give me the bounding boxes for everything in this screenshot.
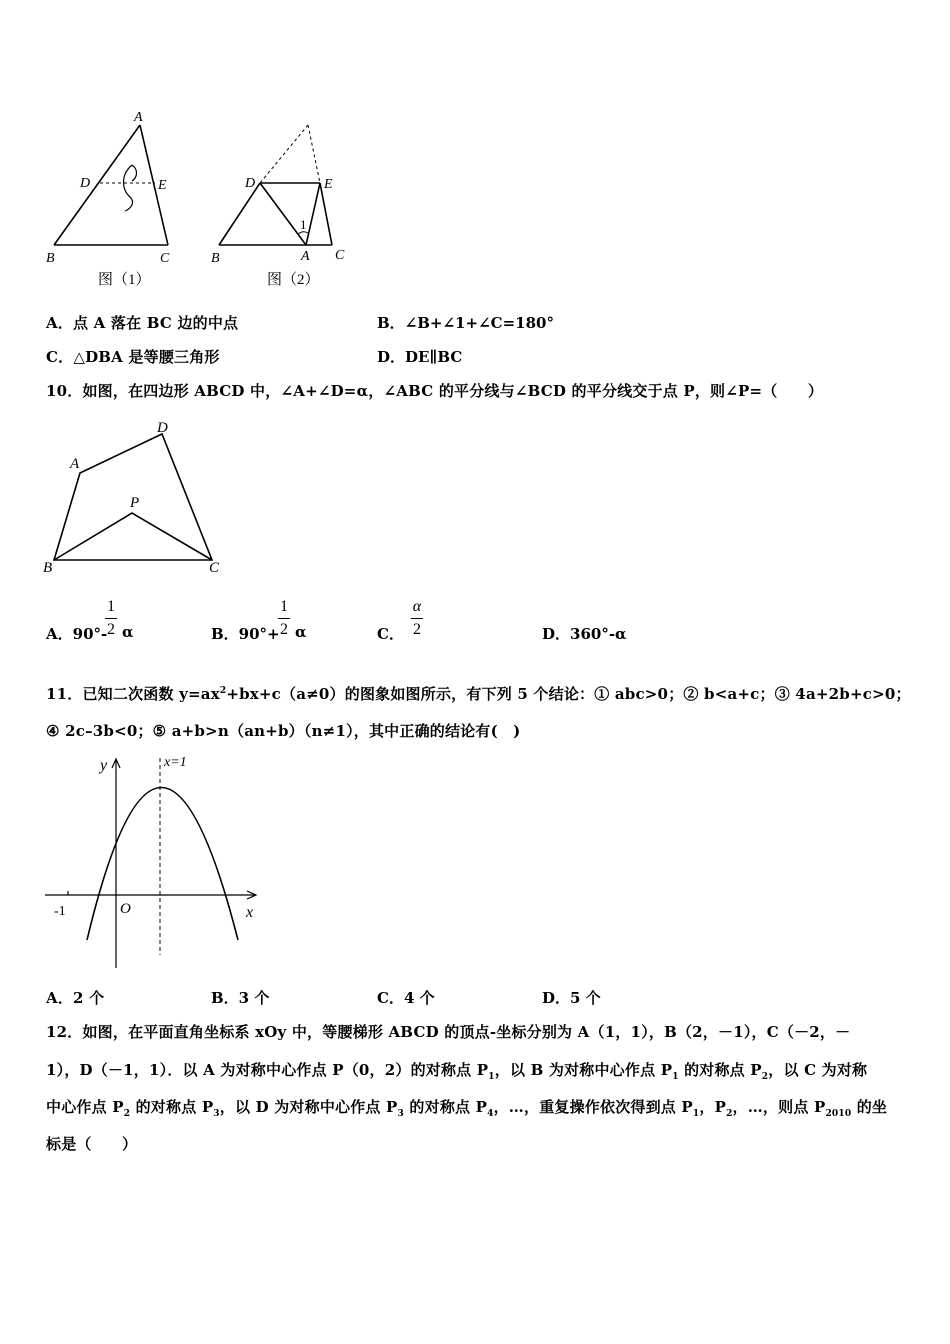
q12-line3-s7: 2010 xyxy=(825,1109,852,1119)
fig2-caption: 图（2） xyxy=(267,272,320,288)
q12-line3-a: 中心作点 P xyxy=(46,1098,124,1116)
q11-option-a[interactable]: A．2 个 xyxy=(46,989,105,1007)
fig1-label-E: E xyxy=(158,178,167,193)
q12-line3-c: ，以 D 为对称中心作点 P xyxy=(219,1098,398,1116)
q11-parabola-curve xyxy=(87,788,238,941)
fig1-label-A: A xyxy=(134,110,143,125)
q12-line2-s1: 1 xyxy=(488,1072,495,1082)
q10-option-b-den: 2 xyxy=(280,621,288,638)
fig2-label-C: C xyxy=(335,248,345,263)
q11-option-b[interactable]: B．3 个 xyxy=(211,989,270,1007)
q11-neg-one-label: -1 xyxy=(54,904,66,919)
q9-figure-2 xyxy=(205,115,355,290)
q11-stem-line1 xyxy=(46,683,911,704)
q11-origin-label: O xyxy=(120,901,131,917)
fig1-caption: 图（1） xyxy=(98,272,151,288)
q10-option-b-prefix: B．90°+ xyxy=(211,625,280,643)
q10-option-a-bar xyxy=(105,618,117,619)
q12-line3-f: ，P xyxy=(699,1098,727,1116)
q11-parabola-graph xyxy=(40,750,270,975)
fig2-label-B: B xyxy=(211,251,220,266)
q12-line3-d: 的对称点 P xyxy=(404,1098,488,1116)
q11-option-d[interactable]: D．5 个 xyxy=(542,989,601,1007)
q12-line3-s2: 3 xyxy=(213,1109,220,1119)
fig2-label-D: D xyxy=(245,176,256,191)
q12-line3-s1: 2 xyxy=(123,1109,131,1119)
q10-option-c-bar xyxy=(411,618,423,619)
q10-option-c-prefix: C． xyxy=(377,625,404,643)
q11-option-c[interactable]: C．4 个 xyxy=(377,989,435,1007)
fig2-segment-DA xyxy=(260,183,306,245)
q12-line2-b: ，以 B 为对称中心作点 P xyxy=(494,1061,673,1079)
q12-line1: 12．如图，在平面直角坐标系 xOy 中，等腰梯形 ABCD 的顶点-坐标分别为 A（1，1），B（2，－1），C（－2，－ xyxy=(46,1023,851,1041)
q12-line3 xyxy=(46,1096,887,1119)
q10-label-P: P xyxy=(130,495,140,511)
q10-option-a-num: 1 xyxy=(107,598,115,615)
q12-line2-s2: 1 xyxy=(672,1072,679,1082)
q12-line2-d: ，以 C 为对称 xyxy=(768,1061,868,1079)
fig2-label-one: 1 xyxy=(300,217,307,232)
q12-line2 xyxy=(46,1059,867,1082)
q12-line3-s5: 1 xyxy=(692,1109,700,1119)
q12-line3-g: ，…，则点 P xyxy=(732,1098,826,1116)
q11-stem-post: +bx+c（a≠0）的图象如图所示，有下列 5 个结论：① abc>0；② b<a+c；③ 4a+2b+c>0； xyxy=(226,685,911,703)
q10-label-D: D xyxy=(157,420,168,436)
q10-option-c-den: 2 xyxy=(413,621,421,638)
q12-line3-b: 的对称点 P xyxy=(130,1098,214,1116)
q12-line3-s4: 4 xyxy=(487,1109,494,1119)
q10-figure xyxy=(40,418,240,580)
q10-option-b-num: 1 xyxy=(280,598,288,615)
q12-line3-s3: 3 xyxy=(397,1109,404,1119)
q12-line4: 标是（ ） xyxy=(46,1135,138,1153)
q10-option-b-bar xyxy=(278,618,290,619)
q10-label-B: B xyxy=(43,560,53,576)
q12-line3-s6: 2 xyxy=(726,1109,733,1119)
q9-figure-1 xyxy=(40,105,190,290)
q11-y-label: y xyxy=(100,757,108,774)
q10-option-a-prefix: A．90°- xyxy=(46,625,108,643)
q10-label-A: A xyxy=(70,456,80,472)
q11-symmetry-label: x=1 xyxy=(164,755,187,770)
q11-x-label: x xyxy=(246,904,254,921)
fig2-angle-mark xyxy=(298,232,308,234)
q11-stem-sup: 2 xyxy=(219,686,227,696)
fig2-label-A: A xyxy=(301,249,310,264)
q11-stem-pre: 11．已知二次函数 y=ax xyxy=(46,685,220,703)
q10-option-a-suffix: α xyxy=(122,623,134,641)
fig1-label-C: C xyxy=(160,251,170,266)
q9-option-c[interactable]: C．△DBA 是等腰三角形 xyxy=(46,348,220,366)
q12-line2-s3: 2 xyxy=(761,1072,769,1082)
fig1-fold-arrow xyxy=(124,165,137,211)
q10-stem: 10．如图，在四边形 ABCD 中，∠A+∠D=α，∠ABC 的平分线与∠BCD 的平分线交于点 P，则∠P=（ ） xyxy=(46,382,824,400)
fig2-label-E: E xyxy=(324,177,333,192)
fig2-dashed-AE xyxy=(308,125,320,183)
fig1-label-D: D xyxy=(80,176,91,191)
fig2-side-EC xyxy=(320,183,332,245)
q10-label-C: C xyxy=(209,560,220,576)
q10-option-b-suffix: α xyxy=(295,623,307,641)
q12-line2-a: 1），D（－1，1）．以 A 为对称中心作点 P（0，2）的对称点 P xyxy=(46,1061,489,1079)
q12-line2-c: 的对称点 P xyxy=(678,1061,762,1079)
q9-option-b[interactable]: B．∠B+∠1+∠C=180° xyxy=(377,314,554,332)
q9-option-d[interactable]: D．DE∥BC xyxy=(377,348,463,366)
q10-bisectors xyxy=(54,513,212,560)
q12-line3-e: ，…，重复操作依次得到点 P xyxy=(493,1098,693,1116)
fig2-side-BD xyxy=(219,183,260,245)
q9-option-a[interactable]: A．点 A 落在 BC 边的中点 xyxy=(46,314,239,332)
q12-line3-h: 的坐 xyxy=(851,1098,888,1116)
fig1-side-AB xyxy=(54,125,140,245)
fig2-segment-EA xyxy=(306,183,320,245)
fig1-label-B: B xyxy=(46,251,55,266)
q10-option-a-den: 2 xyxy=(107,621,115,638)
q11-stem-line2: ④ 2c–3b<0；⑤ a+b>n（an+b）（n≠1），其中正确的结论有( ) xyxy=(46,722,521,740)
q10-option-d[interactable]: D．360°-α xyxy=(542,625,627,643)
q10-option-c-num: α xyxy=(412,598,422,615)
fig2-dashed-AD xyxy=(260,125,308,183)
